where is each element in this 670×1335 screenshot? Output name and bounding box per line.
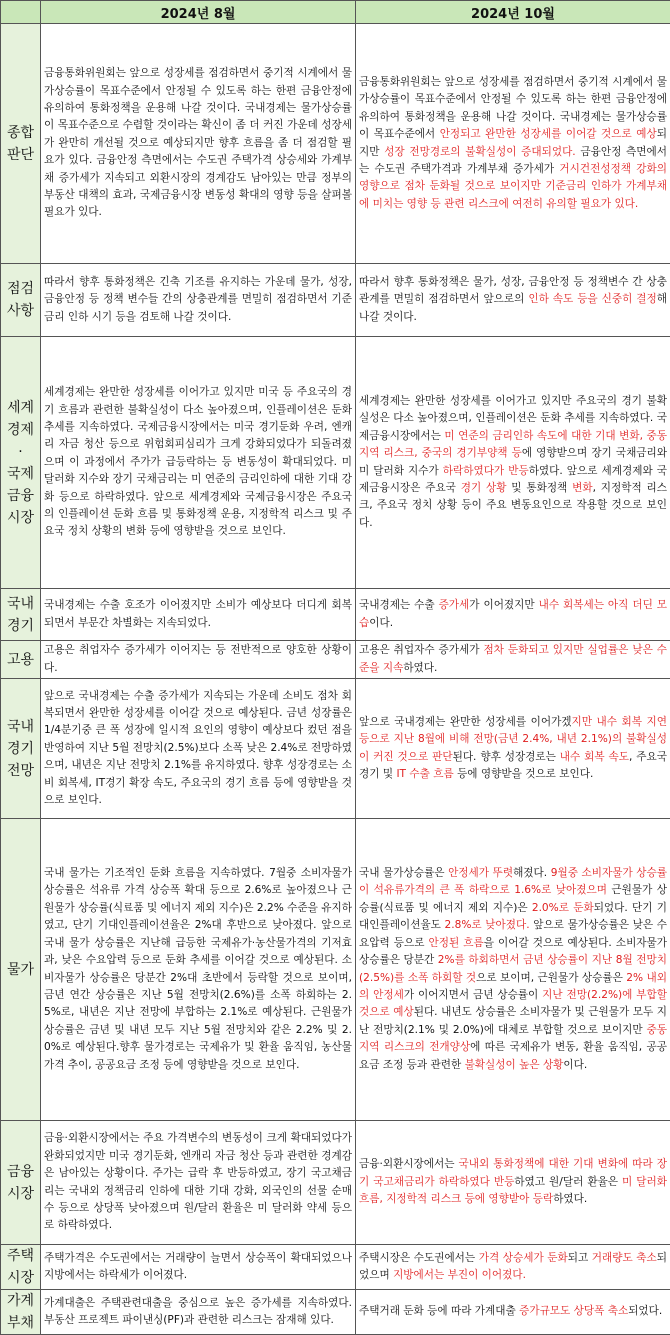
header-aug: 2024년 8월	[41, 1, 356, 24]
header-row	[1, 1, 670, 24]
highlight-text: 거시건전성정책 강화의 영향으로 점차 둔화될 것으로 보이지만 기준금리 인하가 가계부채에 미치는 영향 등 관련 리스크에 여전히 유의할 필요가 있다.	[359, 163, 667, 210]
cell-aug	[41, 819, 356, 1121]
cell-oct	[356, 264, 670, 337]
highlight-text: 증가규모도 상당폭 축소	[519, 1305, 628, 1317]
body-text: 된다. 내년도 상승률은 소비자물가 및 근원물가 모두 지난 전망치(2.1% 및 2.0%)에 대체로 부합할 것으로 보이지만	[359, 1006, 667, 1035]
body-text: 이다.	[369, 617, 393, 629]
row-label	[1, 589, 41, 641]
row-label	[1, 1121, 41, 1245]
highlight-text: 안정된 흐름	[429, 937, 484, 949]
body-text: 국내경제는 수출	[359, 599, 439, 611]
cell-aug	[41, 337, 356, 589]
cell-aug	[41, 589, 356, 641]
body-text: 하였다.	[553, 1193, 587, 1205]
body-text: 및 통화정책	[506, 482, 572, 494]
highlight-text: 점차 둔화되고 있지만 실업률은 낮은 수준을 지속	[359, 644, 667, 673]
body-text: 되지만	[359, 128, 667, 157]
header-corner	[1, 1, 41, 24]
body-text: 국내경제는 수출 호조가 이어졌지만 소비가 예상보다 더디게 회복되면서 부문간 차별화는 지속되었다.	[44, 599, 352, 628]
highlight-text: 성장 전망경로의 불확실성이 증대되었다.	[384, 146, 576, 158]
body-text: 되었다.	[628, 1305, 662, 1317]
highlight-text: 2% 내외의 안정세	[359, 972, 667, 1001]
row-label-text: 고용	[7, 652, 34, 668]
body-text: 주택가격은 수도권에서는 거래량이 늘면서 상승폭이 확대되었으나 지방에서는 하락세가 이어졌다.	[44, 1252, 352, 1281]
cell-oct	[356, 1245, 670, 1290]
cell-aug	[41, 24, 356, 264]
cell-oct	[356, 819, 670, 1121]
cell-oct	[356, 1121, 670, 1245]
row-label	[1, 679, 41, 819]
body-text: 따라서 향후 통화정책은 물가, 성장, 금융안정 등 정책변수 간 상충관계를 면밀히 점검하면서 앞으로의	[359, 276, 667, 305]
cell-aug	[41, 1290, 356, 1335]
highlight-text: 2%를 하회하면서 금년 상승률이 지난 8월 전망치(2.5%)를 소폭 하회할 것	[359, 954, 667, 983]
body-text: 에 따른 국제유가 변동, 환율 움직임, 공공요금 조정 등과 관련한	[359, 1041, 667, 1070]
highlight-text: 중동지역 리스크의 전개양상	[359, 1024, 667, 1053]
row-label-text: 점검 사항	[7, 281, 34, 319]
body-text: 해 나갈 것이다.	[359, 293, 667, 322]
body-text: 금융·외환시장에서는	[359, 1158, 459, 1170]
cell-aug	[41, 1245, 356, 1290]
highlight-text: 경기 상황	[461, 482, 507, 494]
body-text: 하였다. 앞으로 세계경제와 국제금융시장은 주요국	[359, 465, 667, 494]
body-text: 등에 영향받을 것으로 보인다.	[454, 768, 594, 780]
table-row	[1, 589, 670, 641]
body-text: 되었다. 단기 기대인플레이션율도	[359, 902, 667, 931]
row-label-text: 주택 시장	[7, 1248, 34, 1286]
body-text: 앞으로 국내경제는 완만한 성장세를 이어가겠	[359, 716, 572, 728]
highlight-text: 증가세	[439, 599, 470, 611]
cell-oct	[356, 24, 670, 264]
body-text: 세계경제는 완만한 성장세를 이어가고 있지만 주요국의 경기 불확실성은 다소 높아졌으며, 인플레이션은 둔화 추세를 지속하였다. 국제금융시장에서는	[359, 395, 667, 442]
cell-oct	[356, 679, 670, 819]
highlight-text: 안정되고 완만한 성장세를 이어갈 것으로 예상	[440, 128, 657, 140]
table-row	[1, 819, 670, 1121]
body-text: 되었으며	[359, 1252, 667, 1281]
highlight-text: 미 연준의 금리인하 속도에 대한 기대 변화, 중동지역 리스크, 중국의 경기부양책 등	[359, 430, 667, 459]
highlight-text: 미 달러화 흐름, 지정학적 리스크 등에 영향받아 등락	[359, 1176, 667, 1205]
table-row	[1, 264, 670, 337]
body-text: 주택시장은 수도권에서는	[359, 1252, 479, 1264]
body-text: 따라서 향후 통화정책은 긴축 기조를 유지하는 가운데 물가, 성장, 금융안정 등 정책 변수들 간의 상충관계를 면밀히 점검하면서 기준금리 인하 시기 등을 검토해 나갈 것이다.	[44, 276, 352, 323]
highlight-text: 지만 내수 회복 지연 등으로 지난 8월에 비해 전망(금년 2.4%, 내년 2.1%)의 불확실성이 커진 것으로 판단	[359, 716, 667, 763]
table-row	[1, 679, 670, 819]
row-label-text: 가계 부채	[7, 1293, 34, 1331]
highlight-text: 국내외 통화정책에 대한 기대 변화에 따라 장기 국고채금리가 하락하였다 반등	[359, 1158, 667, 1187]
cell-oct	[356, 337, 670, 589]
table-row	[1, 1290, 670, 1335]
cell-aug	[41, 264, 356, 337]
highlight-text: 2.8%로 낮아졌다.	[445, 919, 530, 931]
highlight-text: 2.0%로 둔화	[532, 902, 594, 914]
highlight-text: 불확실성이 높은 상황	[465, 1059, 564, 1071]
body-text: 하였고 원/달러 환율은	[514, 1176, 622, 1188]
body-text: 금융·외환시장에서는 주요 가격변수의 변동성이 크게 확대되었다가 완화되었지만 미국 경기둔화, 엔캐리 자금 청산 등과 관련한 경계감은 남아있는 상황이다. 주가는 급락 후 반등하였고, 장기 국고채금리는 국내외 정책금리 인하에 대한 기대 강화, 외국인의 선물 순매수 등으로 상당폭 낮아졌으며 원/달러 환율은 미 달러화 약세 등으로 하락하였다.	[44, 1132, 352, 1231]
body-text: , 주요국 경기 및	[359, 751, 667, 780]
body-text: , 지정학적 리스크, 주요국 정치 상황 등이 주요 변동요인으로 작용할 것으로 보인다.	[359, 482, 667, 529]
table-row	[1, 24, 670, 264]
row-label	[1, 264, 41, 337]
body-text: 가 이어졌지만	[469, 599, 538, 611]
highlight-text: 가격 상승세가 둔화	[479, 1252, 568, 1264]
body-text: 에 영향받으며 장기 국채금리와 미 달러화 지수가	[359, 447, 667, 476]
table-row	[1, 1121, 670, 1245]
highlight-text: 9월중 소비자물가 상승률이 석유류가격의 큰 폭 하락으로 1.6%로 낮아졌으며	[359, 867, 667, 896]
cell-oct	[356, 641, 670, 679]
body-text: 해졌다.	[513, 867, 551, 879]
table-row	[1, 1245, 670, 1290]
body-text: 금융통화위원회는 앞으로 성장세를 점검하면서 중기적 시계에서 물가상승률이 목표수준에서 안정될 수 있도록 하는 한편 금융안정에 유의하여 통화정책을 운용해 나갈 것이다. 국내경제는 물가상승률이 목표수준으로 수렴할 것이라는 확신이 좀 더 커진 가운데 성장세가 완만히 개선될 것으로 예상되지만 향후 흐름을 좀 더 점검할 필요가 있다. 금융안정 측면에서는 수도권 주택가격 상승세와 가계부채 증가세가 지속되고 외환시장의 경계감도 남아있는 만큼 정부의 부동산 대책의 효과, 국제금융시장 변동성 확대의 영향 등을 살펴볼 필요가 있다.	[44, 67, 352, 218]
body-text: 하였다.	[403, 662, 437, 674]
table-row	[1, 641, 670, 679]
body-text: 으로 보이며, 근원물가 상승률은	[476, 972, 626, 984]
header-oct: 2024년 10월	[356, 1, 670, 24]
body-text: 세계경제는 완만한 성장세를 이어가고 있지만 미국 등 주요국의 경기 흐름과 관련한 불확실성이 다소 높아졌으며, 인플레이션은 둔화 추세를 지속하였다. 국제금융시장에서는 미국 경기둔화 우려, 엔캐리 자금 청산 등으로 위험회피심리가 크게 강화되었다가 되돌려졌으며 이 과정에서 주가가 급등락하는 등 변동성이 확대되었다. 미 달러화 지수와 장기 국채금리는 미 연준의 금리인하에 대한 기대 강화 등으로 하락하였다. 앞으로 세계경제와 국제금융시장은 주요국의 인플레이션 둔화 흐름 및 통화정책 운용, 지정학적 리스크 및 주요국 정치 상황의 변화 등에 영향받을 것으로 보인다.	[44, 386, 352, 537]
body-text: 주택거래 둔화 등에 따라 가계대출	[359, 1305, 519, 1317]
highlight-text: 내수 회복 속도	[560, 751, 629, 763]
body-text: 고용은 취업자수 증가세가 이어지는 등 전반적으로 양호한 상황이다.	[44, 644, 352, 673]
body-text: 국내 물가는 기조적인 둔화 흐름을 지속하였다. 7월중 소비자물가 상승률은 석유류 가격 상승폭 확대 등으로 2.6%로 높아졌으나 근원물가 상승률(식료품 및 에너지 제외 지수)은 2.2% 수준을 유지하였고, 단기 기대인플레이션율은 2%대 후반으로 낮아졌다. 앞으로 국내 물가 상승률은 지난해 급등한 국제유가·농산물가격의 기저효과, 낮은 수요압력 등으로 둔화 추세를 이어갈 것으로 예상된다. 소비자물가 상승률은 당분간 2%대 초반에서 등락할 것으로 보이며, 금년 연간 상승률은 지난 5월 전망치(2.6%)를 소폭 하회하는 2.5%로, 내년은 지난 전망에 부합하는 2.1%로 예상된다. 근원물가 상승률은 금년 및 내년 모두 지난 5월 전망치와 같은 2.2% 및 2.0%로 예상된다.향후 물가경로는 국제유가 및 환율 움직임, 농산물가격 추이, 공공요금 조정 등에 영향받을 것으로 보인다.	[44, 867, 352, 1070]
highlight-text: 지방에서는 부진이 이어졌다.	[393, 1269, 526, 1281]
row-label	[1, 24, 41, 264]
highlight-text: 내수 회복세는 아직 더딘 모습	[359, 599, 667, 628]
highlight-text: 하락하였다가 반등	[443, 465, 529, 477]
row-label	[1, 641, 41, 679]
highlight-text: 지난 전망(2.2%)에 부합할 것으로 예상	[359, 989, 667, 1018]
table-row	[1, 337, 670, 589]
row-label-text: 종합 판단	[7, 125, 34, 163]
row-label	[1, 1290, 41, 1335]
body-text: 되고	[568, 1252, 592, 1264]
body-text: 이다.	[563, 1059, 587, 1071]
cell-aug	[41, 1121, 356, 1245]
body-text: 근원물가 상승률(식료품 및 에너지 제외 지수)은	[359, 884, 667, 913]
highlight-text: 변화	[572, 482, 592, 494]
cell-oct	[356, 1290, 670, 1335]
row-label	[1, 819, 41, 1121]
body-text: 국내 물가상승률은	[359, 867, 448, 879]
highlight-text: 인하 속도 등을 신중히 결정	[528, 293, 656, 305]
highlight-text: IT 수출 흐름	[396, 768, 453, 780]
body-text: 앞으로 물가상승률은 낮은 수요압력 등으로	[359, 919, 667, 948]
cell-aug	[41, 679, 356, 819]
row-label	[1, 337, 41, 589]
row-label-text: 세계 경제 · 국제 금융 시장	[7, 400, 34, 526]
body-text: 을 이어갈 것으로 예상된다. 소비자물가 상승률은 당분간	[359, 937, 667, 966]
cell-aug	[41, 641, 356, 679]
row-label-text: 국내 경기	[7, 596, 34, 634]
row-label-text: 금융 시장	[7, 1164, 34, 1202]
body-text: 된다. 향후 성장경로는	[453, 751, 560, 763]
body-text: 가 이어지면서 금년 상승률이	[404, 989, 542, 1001]
row-label-text: 국내 경기 전망	[7, 719, 34, 779]
row-label-text: 물가	[7, 962, 34, 978]
body-text: 앞으로 국내경제는 수출 증가세가 지속되는 가운데 소비도 점차 회복되면서 완만한 성장세를 이어갈 것으로 예상된다. 금년 성장률은 1/4분기중 큰 폭 성장에 일시적 요인의 영향이 예상보다 컸던 점을 반영하여 지난 5월 전망치(2.5%)보다 소폭 낮은 2.4%로 전망하였으며, 내년은 지난 전망치 2.1%를 유지하였다. 향후 성장경로는 소비 회복세, IT경기 확장 속도, 주요국의 경기 흐름 등에 영향받을 것으로 보인다.	[44, 690, 352, 806]
cell-oct	[356, 589, 670, 641]
body-text: 금융안정 측면에서는 수도권 주택가격과 가계부채 증가세가	[359, 146, 667, 175]
highlight-text: 안정세가 뚜렷	[448, 867, 513, 879]
body-text: 가계대출은 주택관련대출을 중심으로 높은 증가세를 지속하였다. 부동산 프로젝트 파이낸싱(PF)과 관련한 리스크는 잠재해 있다.	[44, 1297, 352, 1326]
body-text: 금융통화위원회는 앞으로 성장세를 점검하면서 중기적 시계에서 물가상승률이 목표수준에서 안정될 수 있도록 하는 한편 금융안정에 유의하여 통화정책을 운용해 나갈 것이다. 국내경제는 물가상승률이 목표수준에서	[359, 76, 667, 140]
row-label	[1, 1245, 41, 1290]
highlight-text: 거래량도 축소	[592, 1252, 657, 1264]
body-text: 고용은 취업자수 증가세가	[359, 644, 483, 656]
